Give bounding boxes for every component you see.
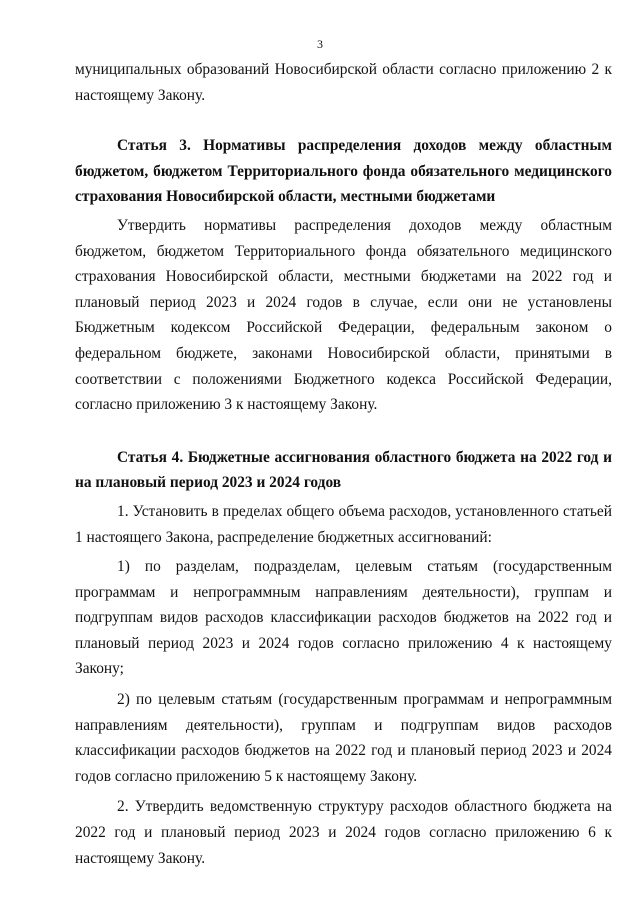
article-3-text: Утвердить нормативы распределения доходов между областным бюджетом, бюджетом Территориального фонда обязательного медицинского страхования Новосибирской области, местными бюджетами на 2022 год и плановый период 2023 и 2024 годов в случае, если они не установлены Бюджетным кодексом Российской Федерации, федеральным законом о федеральном бюджете, законами Новосибирской области, принятыми в соответствии с положениями Бюджетного кодекса Российской Федерации, согласно приложению 3 к настоящему Закону. <box>75 216 612 414</box>
page-number: 3 <box>317 37 323 51</box>
document-body <box>75 57 612 871</box>
article-3-heading: Статья 3. Нормативы распределения доходов между областным бюджетом, бюджетом Территориального фонда обязательного медицинского страхования Новосибирской области, местными бюджетами <box>75 137 612 206</box>
article-4-item-1: 1. Установить в пределах общего объема расходов, установленного статьей 1 настоящего Закона, распределение бюджетных ассигнований: <box>75 502 612 546</box>
article-4-heading: Статья 4. Бюджетные ассигнования областного бюджета на 2022 год и на плановый период 2023 и 2024 годов <box>75 448 612 492</box>
article-4-subitem-2: 2) по целевым статьям (государственным программам и непрограммным направлениям деятельности), группам и подгруппам видов расходов классификации расходов бюджетов на 2022 год и плановый период 2023 и 2024 годов согласно приложению 5 к настоящему Закону. <box>75 691 612 785</box>
article-4-item-2: 2. Утвердить ведомственную структуру расходов областного бюджета на 2022 год и плановый период 2023 и 2024 годов согласно приложению 6 к настоящему Закону. <box>75 798 612 867</box>
article-4-subitem-1: 1) по разделам, подразделам, целевым статьям (государственным программам и непрограммным направлениям деятельности), группам и подгруппам видов расходов классификации расходов бюджетов на 2022 год и плановый период 2023 и 2024 годов согласно приложению 4 к настоящему Закону; <box>75 558 612 678</box>
paragraph-continuation: муниципальных образований Новосибирской области согласно приложению 2 к настоящему Закону. <box>75 61 612 104</box>
